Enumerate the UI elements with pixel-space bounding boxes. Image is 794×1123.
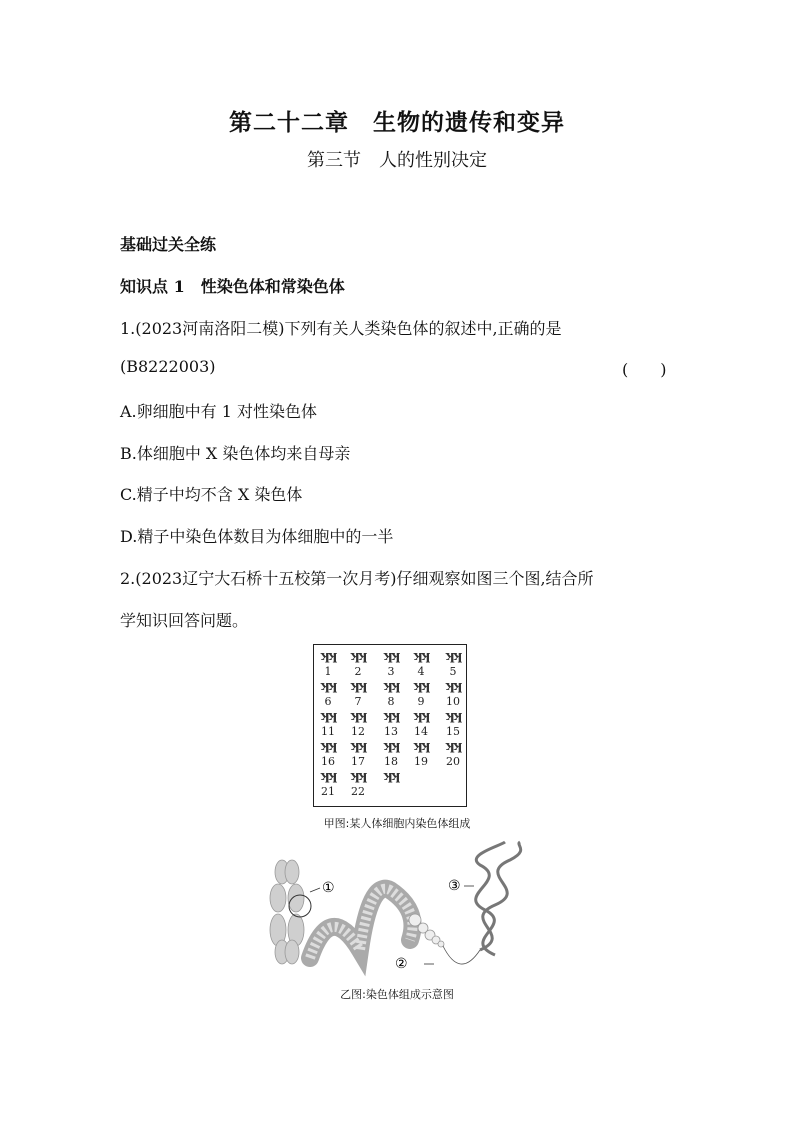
chapter-title: 第二十二章 生物的遗传和变异 — [229, 109, 565, 136]
chromosome-pair-17: ʞʞ — [350, 739, 366, 754]
chromosome-number: 22 — [351, 785, 365, 798]
section-label: 基础过关全练 — [120, 235, 217, 254]
option-c: C.精子中均不含 X 染色体 — [120, 485, 303, 504]
chromosome-pair-2: ʞʞ — [350, 649, 366, 664]
chromosome-pair-22: ʞʞ — [350, 769, 366, 784]
chromosome-pair-19: ʞʞ — [413, 739, 429, 754]
chromosome-pair-16: ʞʞ — [320, 739, 336, 754]
chromosome-number: 21 — [321, 785, 335, 798]
label-2: ② — [395, 956, 408, 972]
chromosome-pair-11: ʞʞ — [320, 709, 336, 724]
chromosome-number: 3 — [387, 665, 395, 678]
chromosome-number: 10 — [446, 695, 460, 708]
chromosome-number: 7 — [354, 695, 362, 708]
question-2-stem: 2.(2023辽宁大石桥十五校第一次月考)仔细观察如图三个图,结合所 — [120, 569, 594, 588]
label-1: ① — [322, 880, 335, 896]
chromosome-pair-20: ʞʞ — [445, 739, 461, 754]
figure-jia-caption: 甲图:某人体细胞内染色体组成 — [323, 817, 471, 830]
option-b: B.体细胞中 X 染色体均来自母亲 — [120, 444, 351, 463]
chromosome-number: 5 — [449, 665, 457, 678]
chromosome-pair-15: ʞʞ — [445, 709, 461, 724]
chromosome-number: 2 — [354, 665, 362, 678]
chromosome-number: 8 — [387, 695, 395, 708]
chromosome-pair-4: ʞʞ — [413, 649, 429, 664]
section-title: 第三节 人的性别决定 — [307, 150, 487, 171]
chromosome-number: 1 — [324, 665, 332, 678]
chromosome-number: 20 — [446, 755, 460, 768]
question-1-stem: 1.(2023河南洛阳二模)下列有关人类染色体的叙述中,正确的是 — [120, 319, 562, 338]
chromosome-number: 6 — [324, 695, 332, 708]
chromosome-pair-18: ʞʞ — [383, 739, 399, 754]
chromosome-pair-14: ʞʞ — [413, 709, 429, 724]
chromosome-number: 17 — [351, 755, 365, 768]
dna-helix — [476, 842, 521, 955]
chromosome-pair-8: ʞʞ — [383, 679, 399, 694]
chromosome-number: 19 — [414, 755, 428, 768]
chromosome-number: 16 — [321, 755, 335, 768]
dna-strand-link — [443, 946, 480, 964]
question-1-code: (B8222003) — [120, 357, 216, 376]
chromosome-number: 12 — [351, 725, 365, 738]
sex-chromosome-pair: ʞʞ — [383, 769, 399, 784]
question-2-stem-cont: 学知识回答问题。 — [120, 611, 249, 630]
answer-blank: ( ) — [622, 360, 667, 379]
label-3: ③ — [448, 878, 461, 894]
chromosome-pair-7: ʞʞ — [350, 679, 366, 694]
chromosome-pair-13: ʞʞ — [383, 709, 399, 724]
chromosome-pair-5: ʞʞ — [445, 649, 461, 664]
chromosome-pair-12: ʞʞ — [350, 709, 366, 724]
chromosome-pair-10: ʞʞ — [445, 679, 461, 694]
option-a: A.卵细胞中有 1 对性染色体 — [120, 402, 317, 421]
chromosome-composition-figure — [260, 840, 560, 980]
figure-yi-caption: 乙图:染色体组成示意图 — [340, 988, 454, 1001]
chromosome-pair-1: ʞʞ — [320, 649, 336, 664]
karyotype-figure — [313, 644, 467, 807]
chromosome-number: 13 — [384, 725, 398, 738]
chromosome-pair-9: ʞʞ — [413, 679, 429, 694]
chromosome-number: 15 — [446, 725, 460, 738]
option-d: D.精子中染色体数目为体细胞中的一半 — [120, 527, 394, 546]
chromosome-number: 18 — [384, 755, 398, 768]
chromosome-pair-21: ʞʞ — [320, 769, 336, 784]
chromosome-number: 11 — [321, 725, 335, 738]
chromosome-number: 4 — [417, 665, 425, 678]
chromosome-number: 14 — [414, 725, 428, 738]
chromosome-pair-6: ʞʞ — [320, 679, 336, 694]
chromosome-pair-3: ʞʞ — [383, 649, 399, 664]
chromosome-illustration — [270, 860, 304, 964]
knowledge-point-heading: 知识点 1 性染色体和常染色体 — [120, 277, 345, 296]
chromosome-number: 9 — [417, 695, 425, 708]
